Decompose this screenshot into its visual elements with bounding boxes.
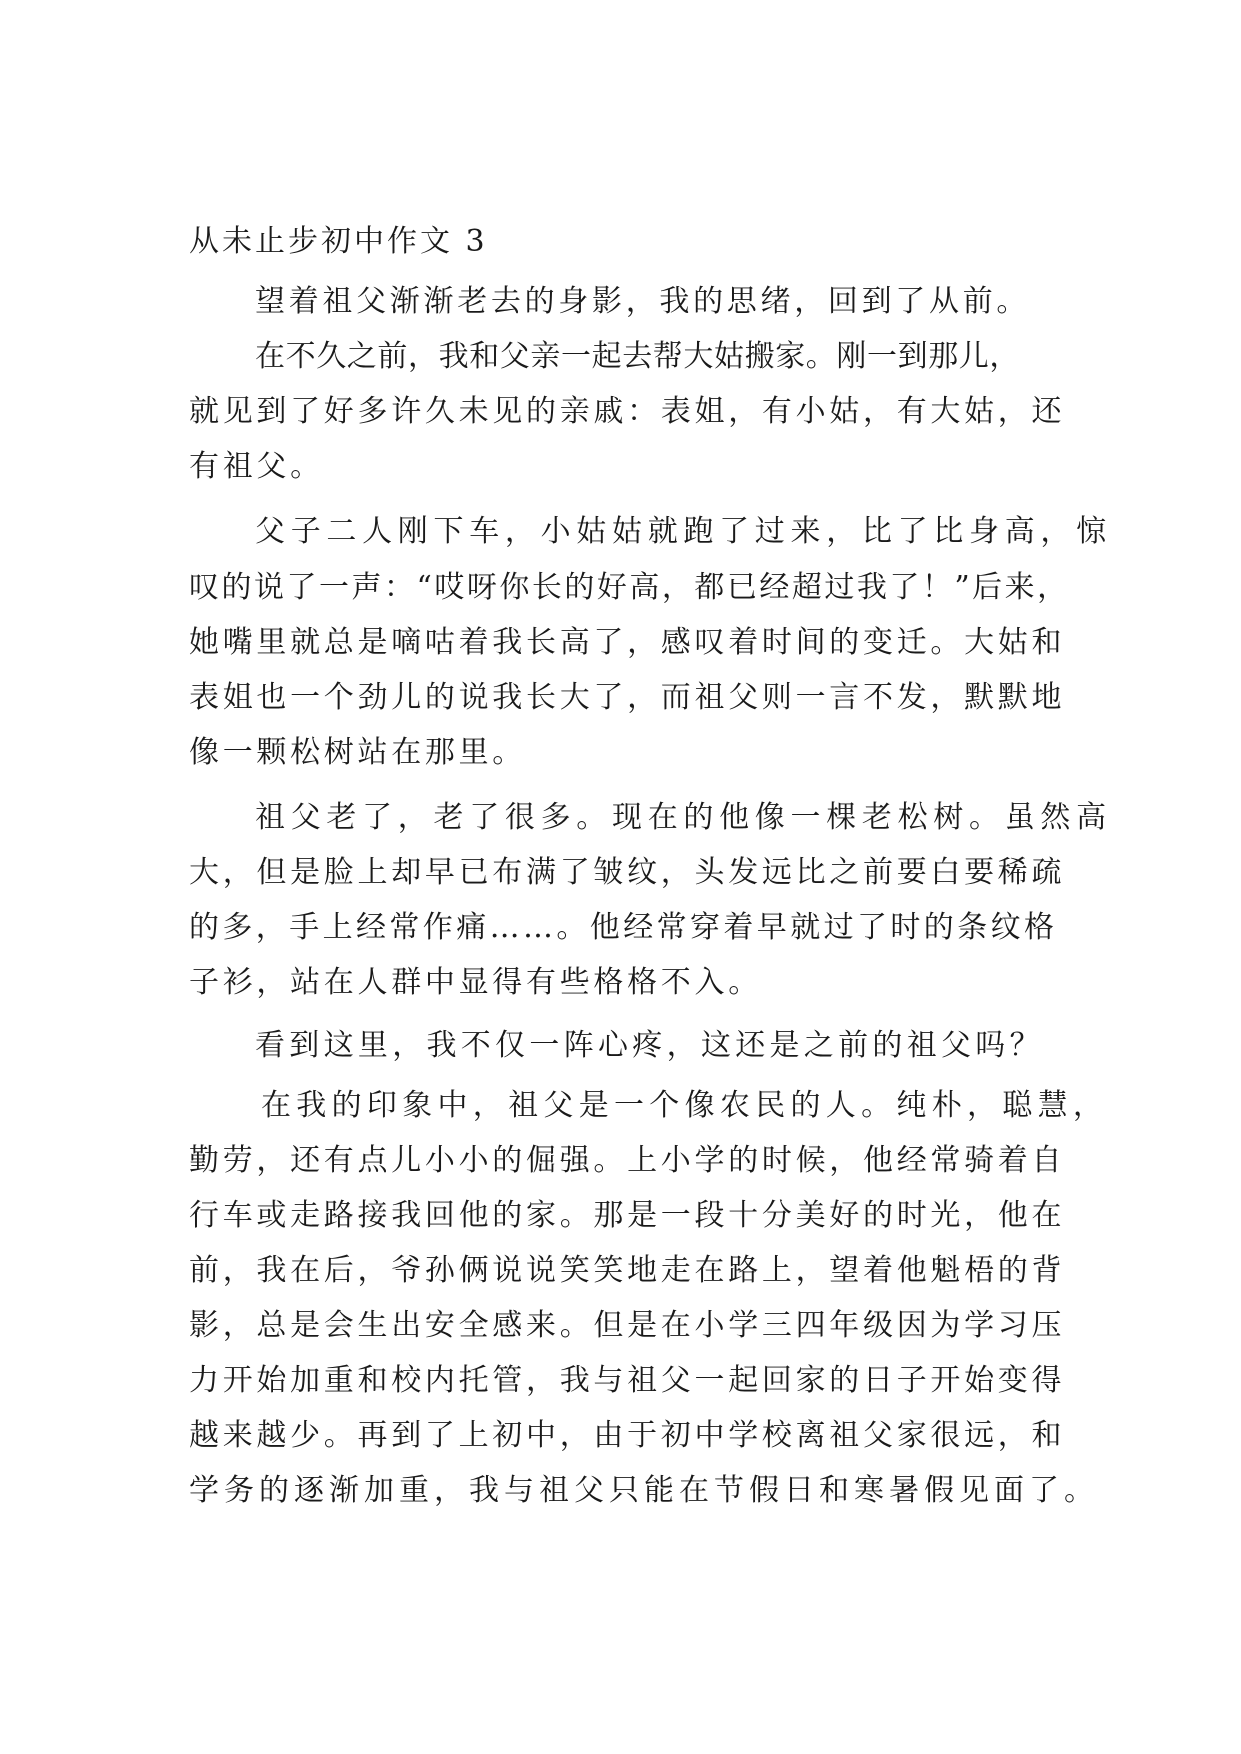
paragraph-line: 父子二人刚下车，小姑姑就跑了过来，比了比身高，惊 [255, 514, 1112, 549]
paragraph-line: 学务的逐渐加重，我与祖父只能在节假日和寒暑假见面了。 [189, 1473, 1099, 1508]
paragraph-line: 子衫，站在人群中显得有些格格不入。 [189, 965, 762, 1000]
paragraph-line: 她嘴里就总是嘀咕着我长高了，感叹着时间的变迁。大姑和 [189, 625, 1066, 660]
paragraph-line: 望着祖父渐渐老去的身影，我的思绪，回到了从前。 [255, 284, 1031, 319]
paragraph-line: 行车或走路接我回他的家。那是一段十分美好的时光，他在 [189, 1198, 1066, 1233]
paragraph-line: 力开始加重和校内托管，我与祖父一起回家的日子开始变得 [189, 1363, 1066, 1398]
paragraph-line: 勤劳，还有点儿小小的倔强。上小学的时候，他经常骑着自 [189, 1143, 1066, 1178]
paragraph-line: 表姐也一个劲儿的说我长大了，而祖父则一言不发，默默地 [189, 680, 1066, 715]
paragraph-line: 前，我在后，爷孙俩说说笑笑地走在路上，望着他魁梧的背 [189, 1253, 1066, 1288]
document-title: 从未止步初中作文 3 [189, 224, 488, 259]
paragraph-line: 影，总是会生出安全感来。但是在小学三四年级因为学习压 [189, 1308, 1066, 1343]
paragraph-line: 的多，手上经常作痛……。他经常穿着早就过了时的条纹格 [189, 910, 1058, 945]
paragraph-line: 有祖父。 [189, 449, 324, 484]
paragraph-line: 在不久之前，我和父亲一起去帮大姑搬家。刚一到那儿， [255, 339, 1020, 374]
paragraph-line: 看到这里，我不仅一阵心疼，这还是之前的祖父吗？ [255, 1028, 1044, 1063]
paragraph-line: 就见到了好多许久未见的亲戚：表姐，有小姑，有大姑，还 [189, 394, 1066, 429]
paragraph-line: 祖父老了，老了很多。现在的他像一棵老松树。虽然高 [255, 800, 1112, 835]
paragraph-line: 在我的印象中，祖父是一个像农民的人。纯朴，聪慧， [261, 1088, 1109, 1123]
paragraph-line: 大，但是脸上却早已布满了皱纹，头发远比之前要白要稀疏 [189, 855, 1066, 890]
paragraph-line: 越来越少。再到了上初中，由于初中学校离祖父家很远，和 [189, 1418, 1066, 1453]
paragraph-line: 叹的说了一声：“哎呀你长的好高，都已经超过我了！”后来， [189, 570, 1070, 605]
paragraph-line: 像一颗松树站在那里。 [189, 735, 526, 770]
